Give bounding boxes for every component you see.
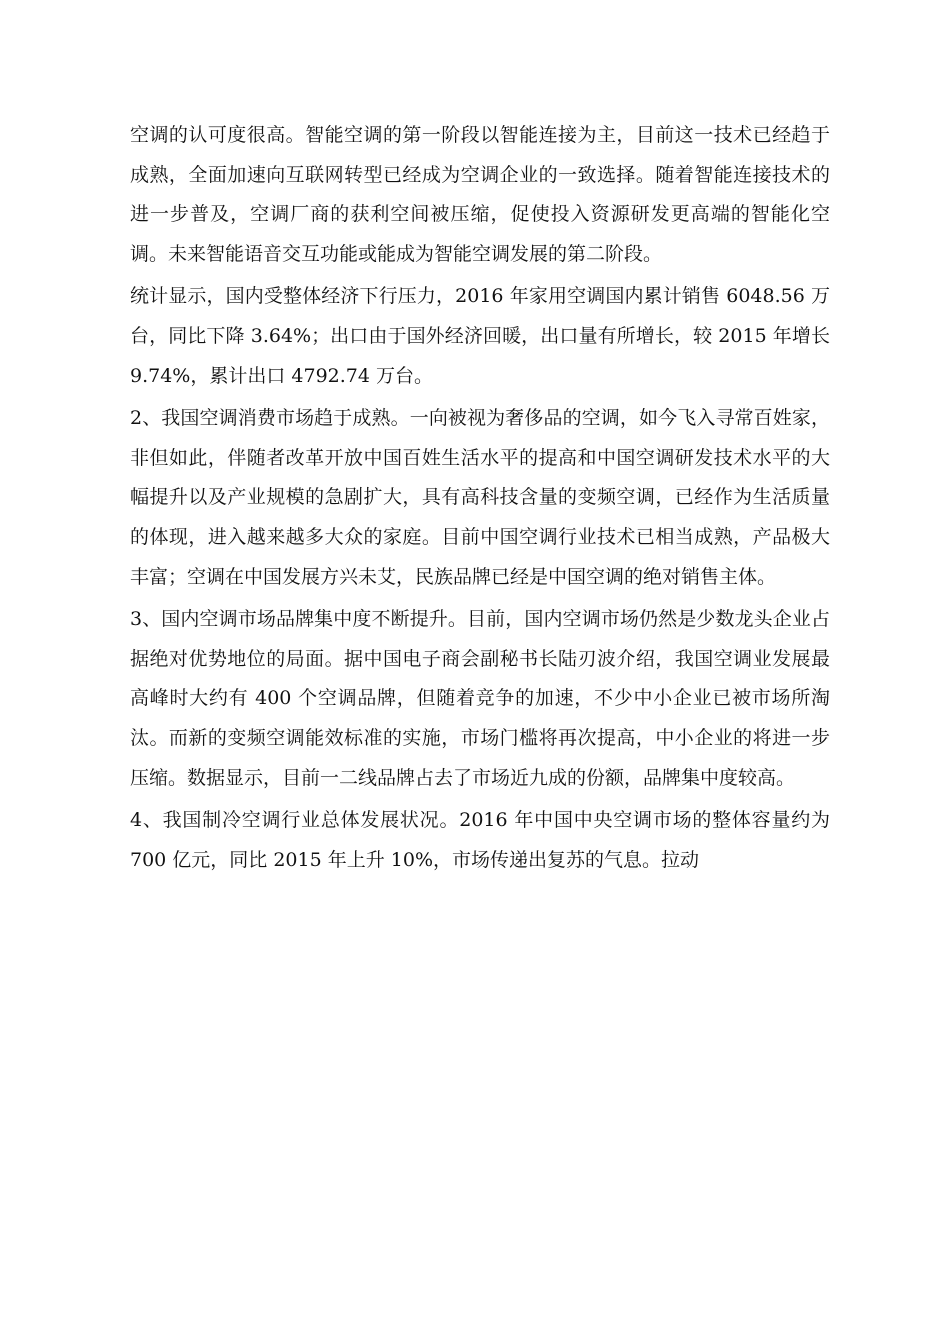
paragraph-sales-statistics: 统计显示，国内受整体经济下行压力，2016 年家用空调国内累计销售 6048.56 万台，同比下降 3.64%；出口由于国外经济回暖，出口量有所增长，较 2015 年增长 9.74%，累计出口 4792.74 万台。: [130, 285, 830, 387]
paragraph-market-maturity: 2、我国空调消费市场趋于成熟。一向被视为奢侈品的空调，如今飞入寻常百姓家，非但如此，伴随者改革开放中国百姓生活水平的提高和中国空调研发技术水平的大幅提升以及产业规模的急剧扩大，具有高科技含量的变频空调，已经作为生活质量的体现，进入越来越多大众的家庭。目前中国空调行业技术已相当成熟，产品极大丰富；空调在中国发展方兴未艾，民族品牌已经是中国空调的绝对销售主体。: [130, 407, 830, 588]
document-body: [130, 116, 830, 883]
paragraph-industry-status: 4、我国制冷空调行业总体发展状况。2016 年中国中央空调市场的整体容量约为 700 亿元，同比 2015 年上升 10%，市场传递出复苏的气息。拉动: [130, 809, 830, 871]
paragraph-brand-concentration: 3、国内空调市场品牌集中度不断提升。目前，国内空调市场仍然是少数龙头企业占据绝对优势地位的局面。据中国电子商会副秘书长陆刃波介绍，我国空调业发展最高峰时大约有 400 个空调品牌，但随着竞争的加速，不少中小企业已被市场所淘汰。而新的变频空调能效标准的实施，市场门槛将再次提高，中小企业的将进一步压缩。数据显示，目前一二线品牌占去了市场近九成的份额，品牌集中度较高。: [130, 608, 830, 789]
paragraph-smart-ac: 空调的认可度很高。智能空调的第一阶段以智能连接为主，目前这一技术已经趋于成熟，全面加速向互联网转型已经成为空调企业的一致选择。随着智能连接技术的进一步普及，空调厂商的获利空间被压缩，促使投入资源研发更高端的智能化空调。未来智能语音交互功能或能成为智能空调发展的第二阶段。: [130, 124, 830, 265]
